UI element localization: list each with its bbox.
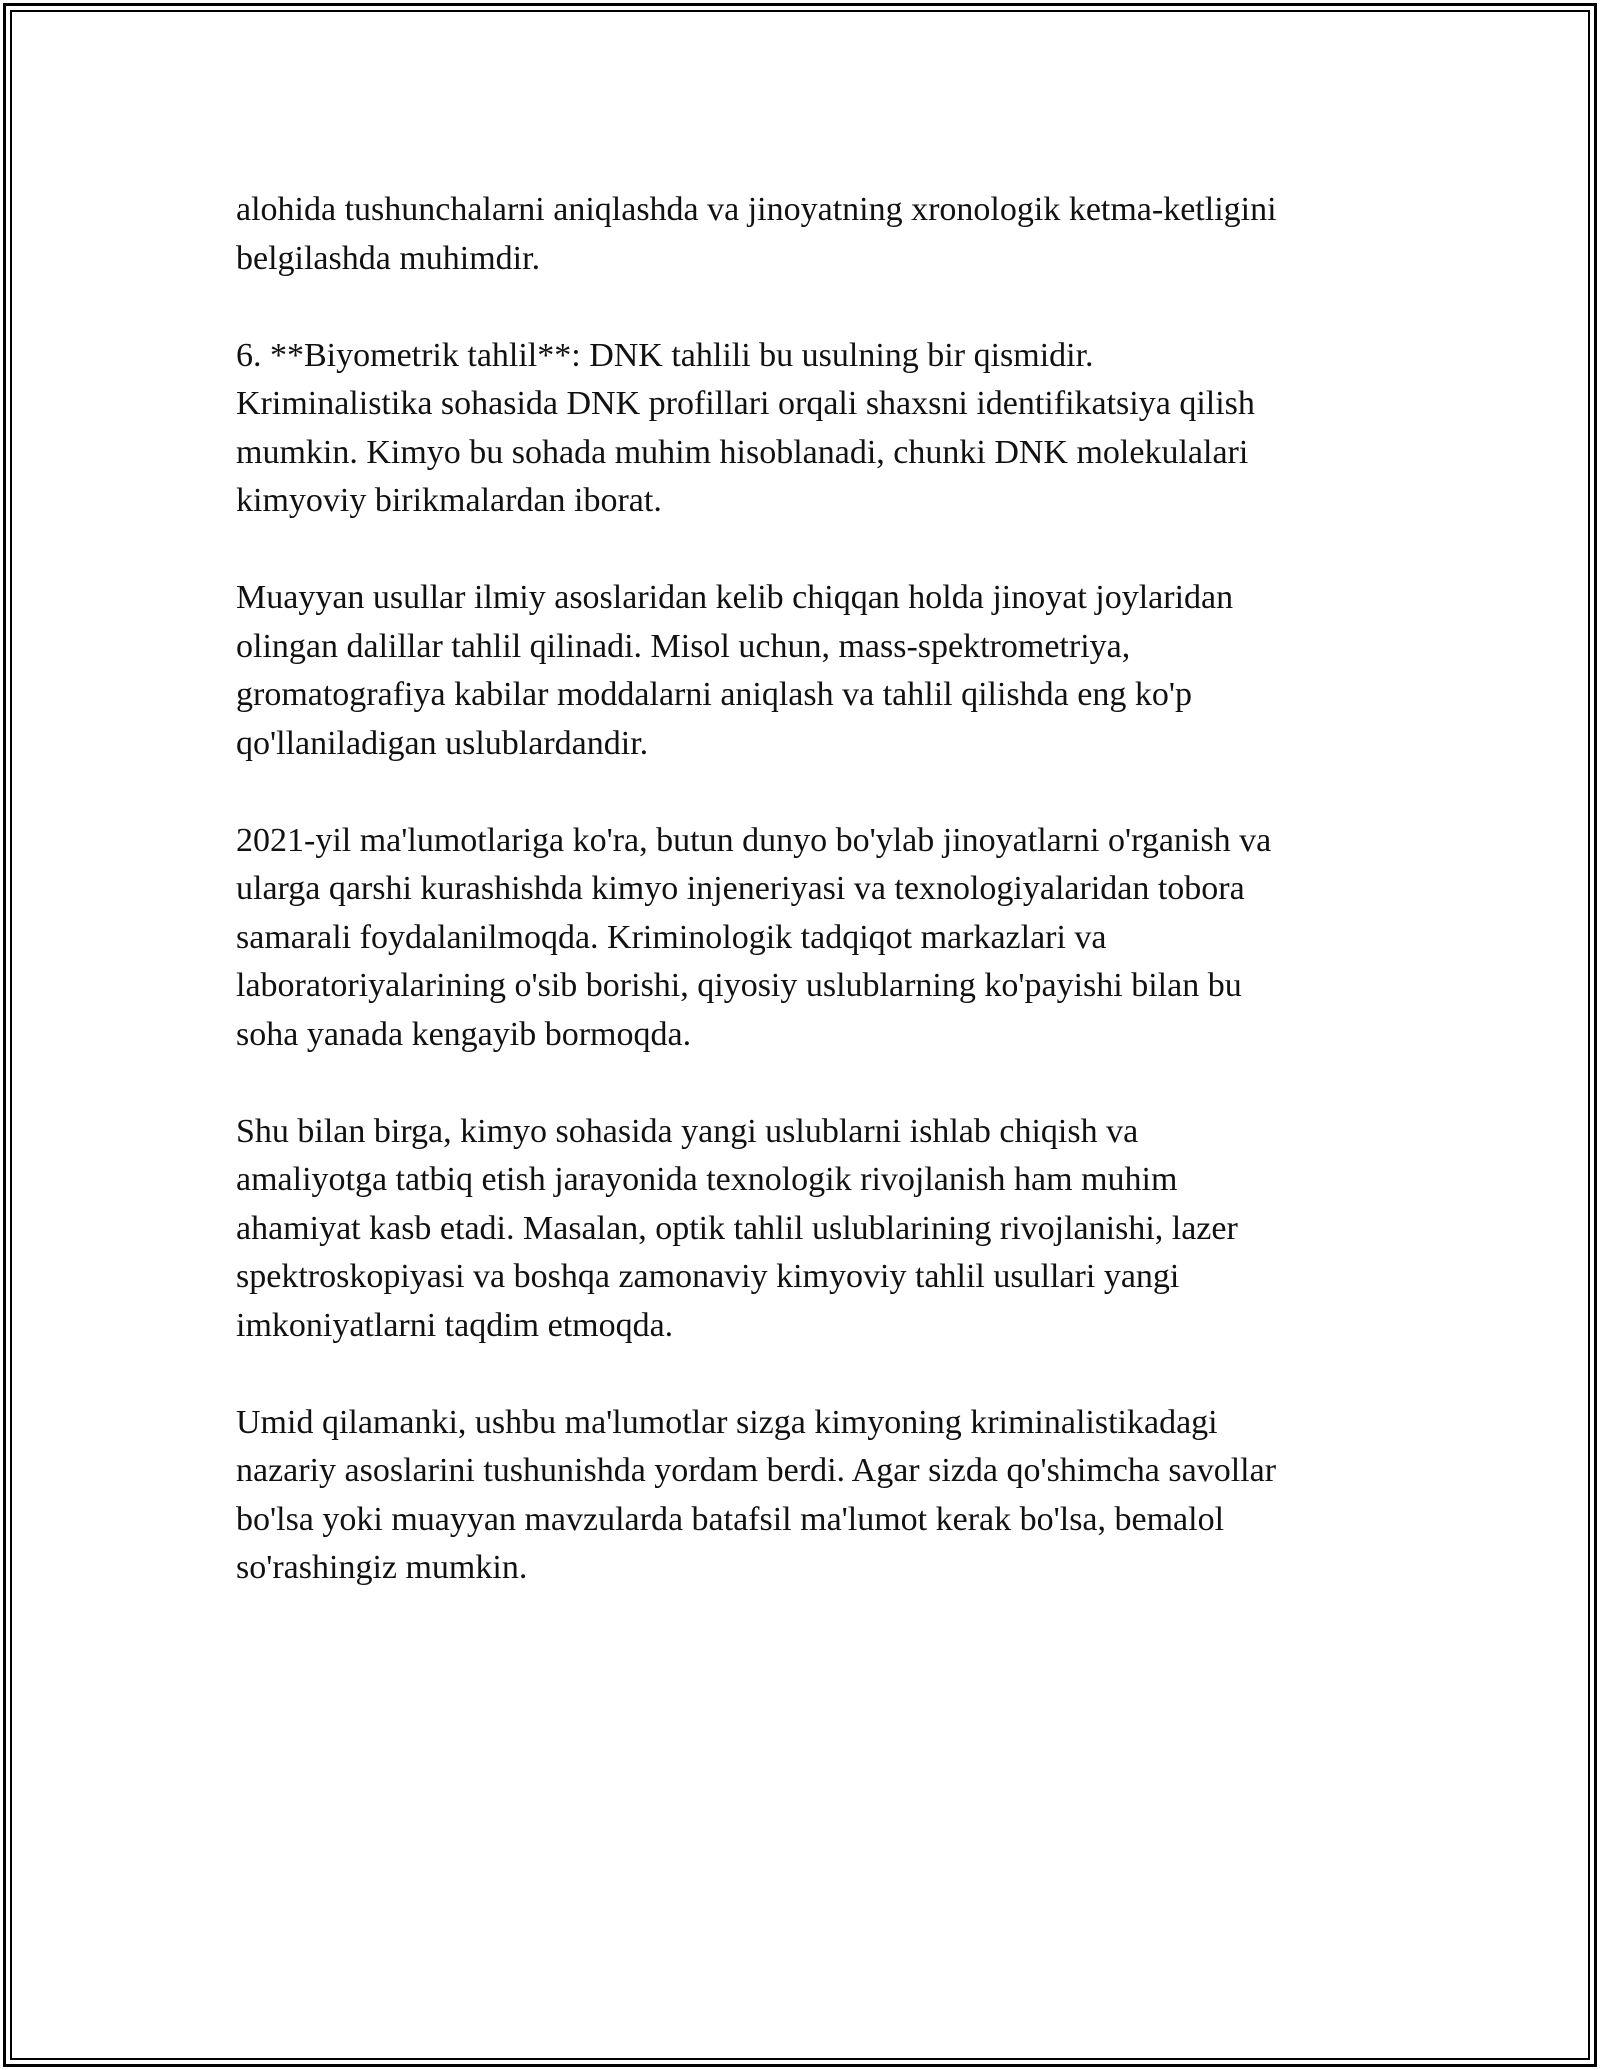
paragraph-closing: Umid qilamanki, ushbu ma'lumotlar sizga kimyoning kriminalistikadagi nazariy asoslarini tushunishda yordam berdi. Agar sizda qo'shimcha savollar bo'lsa yoki muayyan mavzularda batafsil ma'lumot kerak bo'lsa, bemalol so'rashingiz mumkin. [236, 1403, 1277, 1586]
paragraph-continuation: alohida tushunchalarni aniqlashda va jinoyatning xronologik ketma-ketligini belgilashda muhimdir. [236, 191, 1277, 277]
document-body [236, 186, 1386, 1641]
paragraph-biometric-analysis: 6. **Biyometrik tahlil**: DNK tahlili bu usulning bir qismidir. Kriminalistika sohasida DNK profillari orqali shaxsni identifikatsiya qilish mumkin. Kimyo bu sohada muhim hisoblanadi, chunki DNK molekulalari kimyoviy birikmalardan iborat. [236, 336, 1255, 519]
paragraph-2021-data: 2021-yil ma'lumotlariga ko'ra, butun dunyo bo'ylab jinoyatlarni o'rganish va ularga qarshi kurashishda kimyo injeneriyasi va texnologiyalaridan tobora samarali foydalanilmoqda. Kriminologik tadqiqot markazlari va laboratoriyalarining o'sib borishi, qiyosiy uslublarning ko'payishi bilan bu soha yanada kengayib bormoqda. [236, 821, 1272, 1053]
paragraph-scientific-methods: Muayyan usullar ilmiy asoslaridan kelib chiqqan holda jinoyat joylaridan olingan dalillar tahlil qilinadi. Misol uchun, mass-spektrometriya, gromatografiya kabilar moddalarni aniqlash va tahlil qilishda eng ko'p qo'llaniladigan uslublardandir. [236, 579, 1234, 762]
paragraph-technological-development: Shu bilan birga, kimyo sohasida yangi uslublarni ishlab chiqish va amaliyotga tatbiq etish jarayonida texnologik rivojlanish ham muhim ahamiyat kasb etadi. Masalan, optik tahlil uslublarining rivojlanishi, lazer spektroskopiyasi va boshqa zamonaviy kimyoviy tahlil usullari yangi imkoniyatlarni taqdim etmoqda. [236, 1112, 1238, 1344]
